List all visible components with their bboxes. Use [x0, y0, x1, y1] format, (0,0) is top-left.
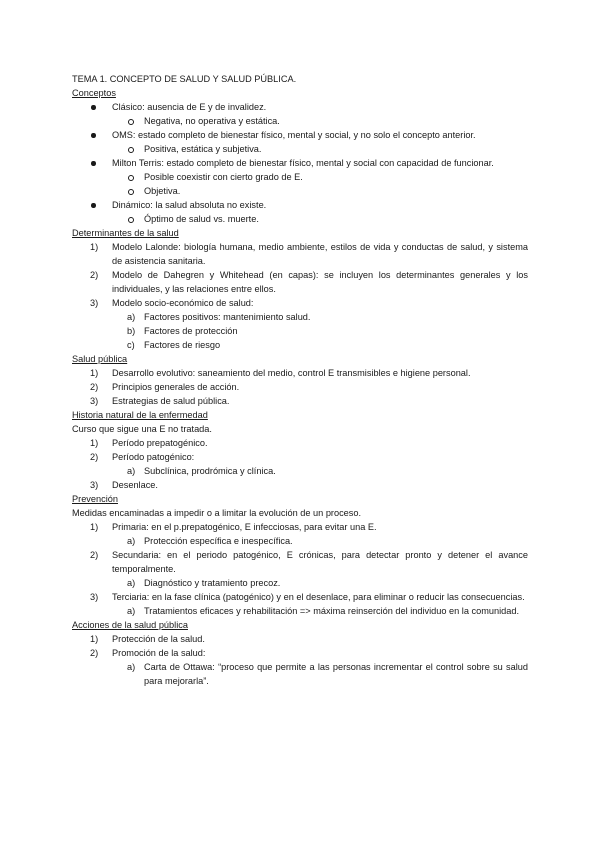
- list-item: Objetiva.: [72, 184, 528, 198]
- list-item: c) Factores de riesgo: [127, 340, 221, 350]
- paragraph: Curso que sigue una E no tratada.: [72, 424, 212, 434]
- document-content: [72, 72, 528, 688]
- bullet-icon: [91, 161, 96, 166]
- list-item: a) Carta de Ottawa: “proceso que permite a las personas incrementar el control sobre su salud para mejorarla”.: [127, 662, 528, 686]
- list-item: a) Tratamientos eficaces y rehabilitación => máxima reinserción del individuo en la comunidad.: [127, 606, 520, 616]
- list-item: a) Protección específica e inespecífica.: [127, 536, 293, 546]
- list-item: 2) Período patogénico:: [90, 452, 195, 462]
- bullet-icon: [91, 133, 96, 138]
- heading-historia: Historia natural de la enfermedad: [72, 410, 208, 420]
- list-item: Posible coexistir con cierto grado de E.: [72, 170, 528, 184]
- paragraph: Medidas encaminadas a impedir o a limitar la evolución de un proceso.: [72, 508, 362, 518]
- circle-bullet-icon: [128, 147, 134, 153]
- list-item: 3) Desenlace.: [90, 480, 158, 490]
- list-item: 3) Terciaria: en la fase clínica (patogénico) y en el desenlace, para eliminar o reducir las consecuencias.: [90, 592, 525, 602]
- heading-conceptos: Conceptos: [72, 88, 116, 98]
- list-item: 1) Desarrollo evolutivo: saneamiento del medio, control E transmisibles e higiene personal.: [90, 368, 471, 378]
- document-title: TEMA 1. CONCEPTO DE SALUD Y SALUD PÚBLICA.: [72, 74, 297, 84]
- heading-determinantes: Determinantes de la salud: [72, 228, 179, 238]
- list-item: a) Factores positivos: mantenimiento salud.: [127, 312, 311, 322]
- list-item: 1) Protección de la salud.: [90, 634, 205, 644]
- bullet-icon: [91, 105, 96, 110]
- circle-bullet-icon: [128, 189, 134, 195]
- list-item: 3) Modelo socio-económico de salud:: [90, 298, 254, 308]
- circle-bullet-icon: [128, 175, 134, 181]
- list-item: Clásico: ausencia de E y de invalidez.: [72, 100, 528, 114]
- list-item: Óptimo de salud vs. muerte.: [72, 212, 528, 226]
- list-item: Milton Terris: estado completo de bienestar físico, mental y social con capacidad de funcionar.: [72, 156, 528, 170]
- list-item: Dinámico: la salud absoluta no existe.: [72, 198, 528, 212]
- circle-bullet-icon: [128, 217, 134, 223]
- heading-prevencion: Prevención: [72, 494, 118, 504]
- list-item: a) Diagnóstico y tratamiento precoz.: [127, 578, 281, 588]
- list-item: a) Subclínica, prodrómica y clínica.: [127, 466, 276, 476]
- list-item: 1) Período prepatogénico.: [90, 438, 208, 448]
- list-item: Positiva, estática y subjetiva.: [72, 142, 528, 156]
- list-item: b) Factores de protección: [127, 326, 238, 336]
- list-item: 1) Modelo Lalonde: biología humana, medio ambiente, estilos de vida y conductas de salud, y sistema de asistencia sanitaria.: [90, 242, 528, 266]
- circle-bullet-icon: [128, 119, 134, 125]
- list-item: OMS: estado completo de bienestar físico, mental y social, y no solo el concepto anterior.: [72, 128, 528, 142]
- heading-acciones: Acciones de la salud pública: [72, 620, 188, 630]
- list-item: 2) Promoción de la salud:: [90, 648, 206, 658]
- list-item: 2) Principios generales de acción.: [90, 382, 240, 392]
- list-item: 2) Secundaria: en el periodo patogénico, E crónicas, para detectar pronto y detener el avance temporalmente.: [90, 550, 528, 574]
- list-item: 1) Primaria: en el p.prepatogénico, E infecciosas, para evitar una E.: [90, 522, 377, 532]
- list-item: 3) Estrategias de salud pública.: [90, 396, 230, 406]
- list-item: Negativa, no operativa y estática.: [72, 114, 528, 128]
- bullet-icon: [91, 203, 96, 208]
- heading-salud-publica: Salud pública: [72, 354, 128, 364]
- list-item: 2) Modelo de Dahegren y Whitehead (en capas): se incluyen los determinantes generales y los individuales, y las relaciones entre ellos.: [90, 270, 528, 294]
